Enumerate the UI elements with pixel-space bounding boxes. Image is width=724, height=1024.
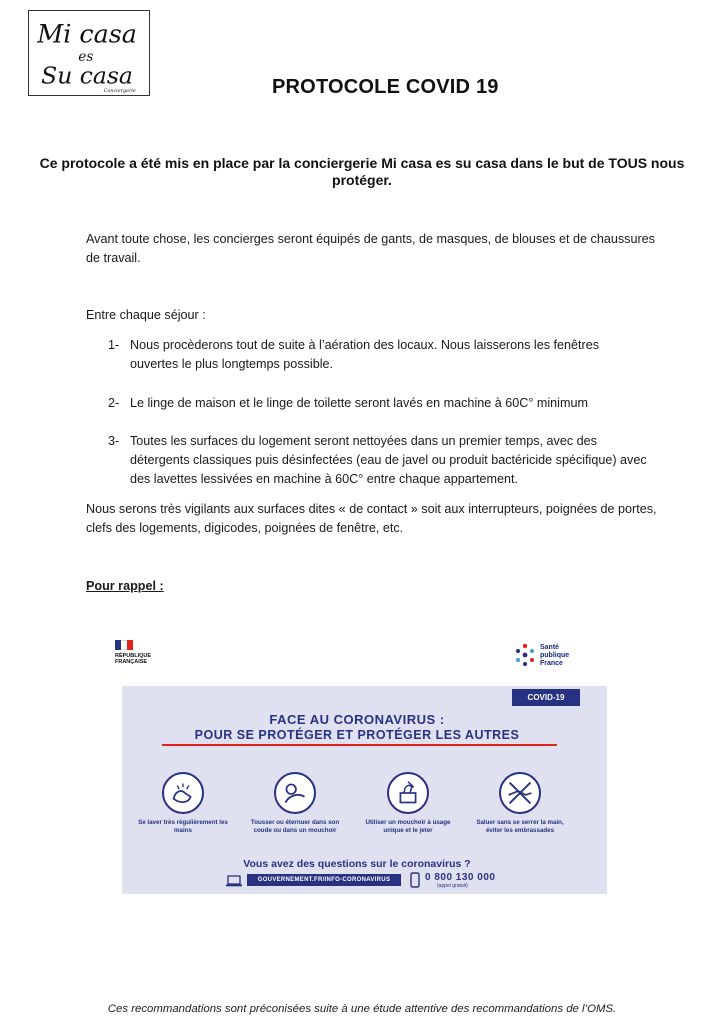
- headline-underline: [162, 744, 557, 746]
- logo: [28, 10, 150, 96]
- sante-publique-label: Santé publique France: [540, 644, 570, 667]
- list-item-text: Le linge de maison et le linge de toilette seront lavés en machine à 60C° minimum: [130, 396, 588, 410]
- republique-francaise-logo: [115, 640, 175, 682]
- phone-icon: [409, 872, 421, 888]
- list-item: [108, 336, 648, 374]
- between-stays-heading: Entre chaque séjour :: [86, 308, 206, 322]
- gesture-label-greeting: Saluer sans se serrer la main, éviter les embrassades: [476, 819, 564, 834]
- info-phone-number: 0 800 130 000: [425, 872, 496, 883]
- list-item-text: Toutes les surfaces du logement seront nettoyées dans un premier temps, avec des détergents classiques puis désinfectées (eau de javel ou produit bactéricide spécifique) avec des lavettes lessivées en machine à 60C° entre chaque appartement.: [130, 434, 647, 486]
- logo-line2: es: [78, 48, 94, 65]
- gesture-label-tissue: Utiliser un mouchoir à usage unique et le jeter: [365, 819, 451, 834]
- covid-poster: [107, 632, 607, 894]
- laptop-icon: [225, 874, 243, 886]
- french-flag-icon: [115, 640, 133, 650]
- info-url: GOUVERNEMENT.FR/INFO-CORONAVIRUS: [247, 874, 401, 886]
- poster-question: Vous avez des questions sur le coronavirus ?: [243, 858, 471, 870]
- logo-subtitle: Conciergerie: [103, 88, 136, 95]
- cough-in-elbow-icon: [274, 772, 316, 814]
- covid-tag-badge: COVID-19: [512, 689, 580, 706]
- reminder-heading: Pour rappel :: [86, 579, 164, 593]
- poster-headline-1: FACE AU CORONAVIRUS :: [269, 712, 445, 727]
- list-item-number: 3-: [108, 434, 120, 448]
- paragraph-equipment: Avant toute chose, les concierges seront équipés de gants, de masques, de blouses et de chaussures de travail.: [86, 232, 655, 265]
- sante-publique-logo: [512, 642, 604, 682]
- no-handshake-icon: [499, 772, 541, 814]
- poster-headline-2: POUR SE PROTÉGER ET PROTÉGER LES AUTRES: [194, 728, 520, 742]
- hand-washing-icon: [162, 772, 204, 814]
- intro-statement: Ce protocole a été mis en place par la conciergerie Mi casa es su casa dans le but de TOUS nous protéger.: [39, 155, 685, 188]
- page-title: PROTOCOLE COVID 19: [272, 76, 499, 98]
- gesture-label-cough: Tousser ou éternuer dans son coude ou dans un mouchoir: [250, 819, 340, 834]
- list-item: [108, 432, 648, 489]
- phone-note: (appel gratuit): [437, 883, 468, 889]
- paragraph-contact-surfaces: Nous serons très vigilants aux surfaces dites « de contact » soit aux interrupteurs, poignées de portes, clefs des logements, digicodes, poignées de fenêtre, etc.: [86, 502, 657, 535]
- logo-artwork: [29, 11, 149, 95]
- tissue-icon: [387, 772, 429, 814]
- logo-line1: Mi casa: [37, 18, 137, 49]
- sante-publique-icon: [512, 642, 538, 668]
- gesture-label-wash-hands: Se laver très régulièrement les mains: [138, 819, 228, 834]
- list-item-number: 2-: [108, 396, 120, 410]
- list-item-number: 1-: [108, 338, 120, 352]
- list-item-text: Nous procèderons tout de suite à l’aération des locaux. Nous laisserons les fenêtres ouvertes le plus longtemps possible.: [130, 338, 600, 371]
- footer-note: Ces recommandations sont préconisées suite à une étude attentive des recommandations de l’OMS.: [107, 1003, 617, 1015]
- logo-line3: Su casa: [41, 61, 133, 90]
- list-item: [108, 394, 648, 413]
- republique-francaise-label: RÉPUBLIQUE FRANÇAISE: [115, 653, 152, 665]
